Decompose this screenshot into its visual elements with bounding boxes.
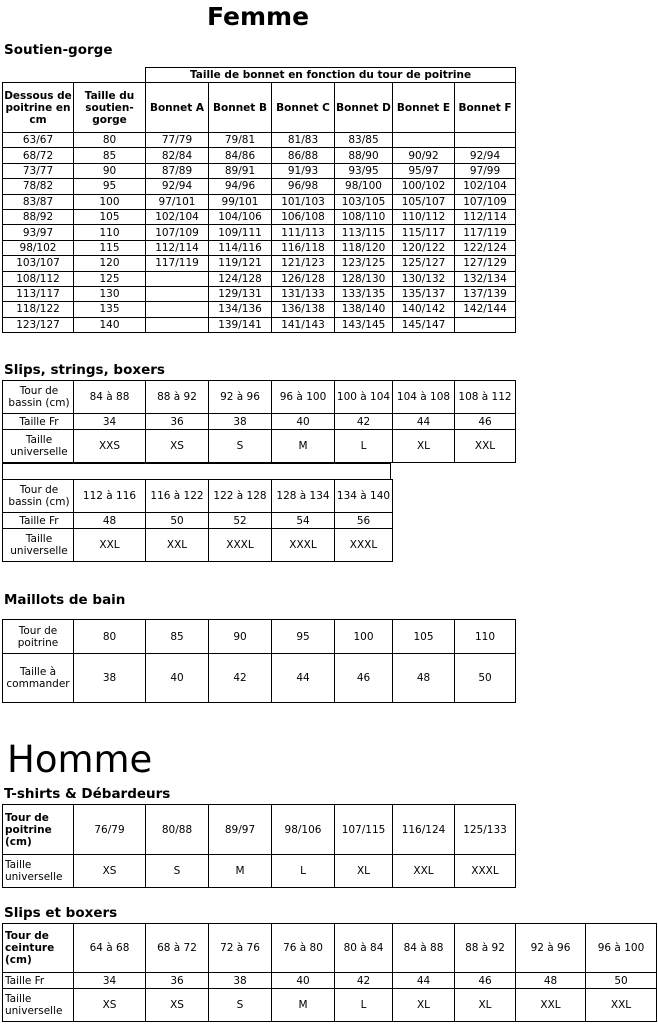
bonnet-header: Bonnet B xyxy=(209,83,272,133)
bonnet-group-header: Taille de bonnet en fonction du tour de poitrine xyxy=(146,68,516,83)
taille-univ-cell: XXXL xyxy=(272,529,335,562)
taille-univ-cell: XXL xyxy=(74,529,146,562)
taille-fr-cell: 50 xyxy=(586,973,657,989)
taille-fr-cell: 36 xyxy=(146,414,209,430)
table-cell: 125/127 xyxy=(393,256,455,271)
poitrine-cell: 116/124 xyxy=(393,805,455,855)
table-cell: 97/99 xyxy=(455,163,516,178)
taille-fr-cell: 40 xyxy=(272,973,335,989)
ceinture-cell: 64 à 68 xyxy=(74,924,146,973)
taille-univ-cell: XXL xyxy=(455,430,516,463)
table-cell: 124/128 xyxy=(209,271,272,286)
table-cell: 110/112 xyxy=(393,209,455,224)
table-row xyxy=(3,256,516,271)
table-cell: 113/117 xyxy=(3,286,74,301)
table-cell: 129/131 xyxy=(209,286,272,301)
taille-univ-cell: S xyxy=(209,430,272,463)
table-row xyxy=(3,179,516,194)
taille-univ-cell: S xyxy=(209,989,272,1022)
bonnet-header: Bonnet C xyxy=(272,83,335,133)
table-cell: 102/104 xyxy=(455,179,516,194)
commander-cell: 46 xyxy=(335,654,393,703)
table-row xyxy=(3,302,516,317)
taille-univ-cell: XS xyxy=(74,855,146,888)
poitrine-cell: 125/133 xyxy=(455,805,516,855)
table-cell: 100 xyxy=(74,194,146,209)
table-row xyxy=(3,133,516,148)
poitrine-cell: 76/79 xyxy=(74,805,146,855)
ceinture-cell: 96 à 100 xyxy=(586,924,657,973)
table-cell: 83/87 xyxy=(3,194,74,209)
ceinture-cell: 88 à 92 xyxy=(455,924,516,973)
table-cell xyxy=(146,302,209,317)
table-cell: 90/92 xyxy=(393,148,455,163)
table-cell: 92/94 xyxy=(146,179,209,194)
label-taille-fr: Taille Fr xyxy=(3,513,74,529)
taille-univ-cell: XXL xyxy=(516,989,586,1022)
taille-univ-cell: L xyxy=(272,855,335,888)
taille-fr-cell: 44 xyxy=(393,973,455,989)
slips-femme-table-2 xyxy=(2,479,393,562)
table-cell: 126/128 xyxy=(272,271,335,286)
taille-fr-cell: 36 xyxy=(146,973,209,989)
taille-univ-cell: XS xyxy=(74,989,146,1022)
ceinture-cell: 84 à 88 xyxy=(393,924,455,973)
poitrine-cell: 98/106 xyxy=(272,805,335,855)
taille-fr-cell: 56 xyxy=(335,513,393,529)
table-cell: 92/94 xyxy=(455,148,516,163)
taille-univ-cell: XL xyxy=(393,430,455,463)
taille-univ-cell: L xyxy=(335,989,393,1022)
poitrine-cell: 80/88 xyxy=(146,805,209,855)
table-cell: 130/132 xyxy=(393,271,455,286)
table-cell: 110 xyxy=(74,225,146,240)
col-dessous-header: Dessous de poitrine en cm xyxy=(3,83,74,133)
maillots-heading: Maillots de bain xyxy=(4,592,126,608)
table-cell: 105 xyxy=(74,209,146,224)
taille-fr-cell: 46 xyxy=(455,973,516,989)
table-cell: 73/77 xyxy=(3,163,74,178)
label-tour-ceinture: Tour de ceinture (cm) xyxy=(3,924,74,973)
bassin-cell: 108 à 112 xyxy=(455,381,516,414)
table-cell: 90 xyxy=(74,163,146,178)
table-cell: 85 xyxy=(74,148,146,163)
table-cell: 102/104 xyxy=(146,209,209,224)
slips-femme-table-1 xyxy=(2,380,516,463)
table-cell: 98/100 xyxy=(335,179,393,194)
table-cell: 86/88 xyxy=(272,148,335,163)
table-cell: 95/97 xyxy=(393,163,455,178)
table-cell: 118/122 xyxy=(3,302,74,317)
taille-univ-cell: M xyxy=(209,855,272,888)
table-cell: 81/83 xyxy=(272,133,335,148)
table-row xyxy=(3,271,516,286)
taille-univ-cell: XL xyxy=(393,989,455,1022)
label-taille-universelle: Taille universelle xyxy=(3,529,74,562)
poitrine-cell: 105 xyxy=(393,620,455,654)
table-cell: 119/121 xyxy=(209,256,272,271)
table-cell: 136/138 xyxy=(272,302,335,317)
label-taille-commander: Taille à commander xyxy=(3,654,74,703)
table-cell: 107/109 xyxy=(146,225,209,240)
taille-univ-cell: XXL xyxy=(393,855,455,888)
taille-fr-cell: 52 xyxy=(209,513,272,529)
table-cell: 105/107 xyxy=(393,194,455,209)
table-cell xyxy=(146,317,209,332)
table-cell: 121/123 xyxy=(272,256,335,271)
table-cell xyxy=(393,133,455,148)
taille-fr-cell: 34 xyxy=(74,414,146,430)
taille-univ-cell: M xyxy=(272,989,335,1022)
table-cell: 109/111 xyxy=(209,225,272,240)
table-cell: 95 xyxy=(74,179,146,194)
poitrine-cell: 107/115 xyxy=(335,805,393,855)
table-cell: 107/109 xyxy=(455,194,516,209)
slips-femme-spacer xyxy=(2,463,391,480)
poitrine-cell: 110 xyxy=(455,620,516,654)
table-cell xyxy=(455,317,516,332)
taille-fr-cell: 54 xyxy=(272,513,335,529)
taille-univ-cell: XXL xyxy=(586,989,657,1022)
bassin-cell: 104 à 108 xyxy=(393,381,455,414)
table-row xyxy=(3,286,516,301)
table-cell: 135/137 xyxy=(393,286,455,301)
table-cell: 104/106 xyxy=(209,209,272,224)
bassin-cell: 122 à 128 xyxy=(209,480,272,513)
taille-fr-cell: 46 xyxy=(455,414,516,430)
label-taille-universelle: Taille universelle xyxy=(3,989,74,1022)
poitrine-cell: 90 xyxy=(209,620,272,654)
col-taille-header: Taille du soutien-gorge xyxy=(74,83,146,133)
taille-univ-cell: XS xyxy=(146,430,209,463)
taille-fr-cell: 48 xyxy=(74,513,146,529)
taille-univ-cell: L xyxy=(335,430,393,463)
table-cell: 108/112 xyxy=(3,271,74,286)
maillots-table xyxy=(2,619,516,703)
taille-univ-cell: M xyxy=(272,430,335,463)
label-taille-fr: Taille Fr xyxy=(3,414,74,430)
taille-fr-cell: 42 xyxy=(335,414,393,430)
label-tour-poitrine-cm: Tour de poitrine (cm) xyxy=(3,805,74,855)
table-cell: 127/129 xyxy=(455,256,516,271)
table-cell: 98/102 xyxy=(3,240,74,255)
table-cell: 133/135 xyxy=(335,286,393,301)
slips-femme-heading: Slips, strings, boxers xyxy=(4,362,165,378)
taille-fr-cell: 40 xyxy=(272,414,335,430)
poitrine-cell: 80 xyxy=(74,620,146,654)
label-tour-bassin: Tour de bassin (cm) xyxy=(3,480,74,513)
table-row xyxy=(3,225,516,240)
taille-univ-cell: XXS xyxy=(74,430,146,463)
table-cell: 68/72 xyxy=(3,148,74,163)
table-cell: 115 xyxy=(74,240,146,255)
table-cell: 94/96 xyxy=(209,179,272,194)
label-taille-universelle: Taille universelle xyxy=(3,430,74,463)
bassin-cell: 92 à 96 xyxy=(209,381,272,414)
corner-blank xyxy=(3,68,146,83)
table-cell xyxy=(146,286,209,301)
table-cell: 78/82 xyxy=(3,179,74,194)
table-cell: 134/136 xyxy=(209,302,272,317)
taille-fr-cell: 38 xyxy=(209,973,272,989)
label-tour-poitrine: Tour de poitrine xyxy=(3,620,74,654)
table-cell: 89/91 xyxy=(209,163,272,178)
ceinture-cell: 72 à 76 xyxy=(209,924,272,973)
table-cell: 108/110 xyxy=(335,209,393,224)
table-cell: 120 xyxy=(74,256,146,271)
table-cell: 100/102 xyxy=(393,179,455,194)
commander-cell: 42 xyxy=(209,654,272,703)
table-row xyxy=(3,148,516,163)
table-cell: 131/133 xyxy=(272,286,335,301)
table-cell: 143/145 xyxy=(335,317,393,332)
ceinture-cell: 80 à 84 xyxy=(335,924,393,973)
taille-univ-cell: XXL xyxy=(146,529,209,562)
table-cell xyxy=(146,271,209,286)
table-cell: 130 xyxy=(74,286,146,301)
table-cell: 91/93 xyxy=(272,163,335,178)
bassin-cell: 88 à 92 xyxy=(146,381,209,414)
taille-fr-cell: 48 xyxy=(516,973,586,989)
ceinture-cell: 68 à 72 xyxy=(146,924,209,973)
table-cell: 106/108 xyxy=(272,209,335,224)
table-cell: 113/115 xyxy=(335,225,393,240)
table-cell: 117/119 xyxy=(455,225,516,240)
bassin-cell: 128 à 134 xyxy=(272,480,335,513)
table-cell: 118/120 xyxy=(335,240,393,255)
soutien-gorge-heading: Soutien-gorge xyxy=(4,42,113,58)
table-cell: 101/103 xyxy=(272,194,335,209)
commander-cell: 38 xyxy=(74,654,146,703)
bassin-cell: 112 à 116 xyxy=(74,480,146,513)
bonnet-header: Bonnet D xyxy=(335,83,393,133)
bassin-cell: 96 à 100 xyxy=(272,381,335,414)
homme-heading: Homme xyxy=(7,738,153,781)
table-cell: 137/139 xyxy=(455,286,516,301)
commander-cell: 44 xyxy=(272,654,335,703)
table-cell: 93/95 xyxy=(335,163,393,178)
taille-univ-cell: XL xyxy=(455,989,516,1022)
bassin-cell: 84 à 88 xyxy=(74,381,146,414)
table-cell: 112/114 xyxy=(146,240,209,255)
commander-cell: 40 xyxy=(146,654,209,703)
table-cell: 116/118 xyxy=(272,240,335,255)
tshirts-table xyxy=(2,804,516,888)
table-cell: 139/141 xyxy=(209,317,272,332)
table-cell: 88/92 xyxy=(3,209,74,224)
spacer-cell xyxy=(3,464,391,480)
table-cell: 97/101 xyxy=(146,194,209,209)
table-cell: 88/90 xyxy=(335,148,393,163)
table-cell: 132/134 xyxy=(455,271,516,286)
ceinture-cell: 92 à 96 xyxy=(516,924,586,973)
femme-heading: Femme xyxy=(206,2,310,31)
table-cell: 122/124 xyxy=(455,240,516,255)
table-cell: 77/79 xyxy=(146,133,209,148)
taille-univ-cell: XXXL xyxy=(209,529,272,562)
table-cell: 141/143 xyxy=(272,317,335,332)
table-row xyxy=(3,163,516,178)
table-cell: 128/130 xyxy=(335,271,393,286)
table-row xyxy=(3,240,516,255)
table-cell: 140 xyxy=(74,317,146,332)
poitrine-cell: 89/97 xyxy=(209,805,272,855)
taille-fr-cell: 38 xyxy=(209,414,272,430)
table-cell: 111/113 xyxy=(272,225,335,240)
bonnet-header: Bonnet E xyxy=(393,83,455,133)
bonnet-header: Bonnet A xyxy=(146,83,209,133)
taille-univ-cell: XL xyxy=(335,855,393,888)
table-cell: 83/85 xyxy=(335,133,393,148)
taille-univ-cell: XS xyxy=(146,989,209,1022)
table-row xyxy=(3,209,516,224)
table-cell: 120/122 xyxy=(393,240,455,255)
ceinture-cell: 76 à 80 xyxy=(272,924,335,973)
table-row xyxy=(3,317,516,332)
taille-fr-cell: 50 xyxy=(146,513,209,529)
tshirts-heading: T-shirts & Débardeurs xyxy=(4,786,171,802)
taille-fr-cell: 42 xyxy=(335,973,393,989)
table-cell: 103/107 xyxy=(3,256,74,271)
slips-homme-table xyxy=(2,923,657,1022)
commander-cell: 48 xyxy=(393,654,455,703)
table-cell: 112/114 xyxy=(455,209,516,224)
bonnet-header: Bonnet F xyxy=(455,83,516,133)
table-cell: 138/140 xyxy=(335,302,393,317)
table-cell: 80 xyxy=(74,133,146,148)
table-cell: 117/119 xyxy=(146,256,209,271)
table-cell: 87/89 xyxy=(146,163,209,178)
table-cell: 140/142 xyxy=(393,302,455,317)
table-row xyxy=(3,194,516,209)
table-cell: 82/84 xyxy=(146,148,209,163)
table-cell: 142/144 xyxy=(455,302,516,317)
poitrine-cell: 95 xyxy=(272,620,335,654)
commander-cell: 50 xyxy=(455,654,516,703)
table-cell: 123/127 xyxy=(3,317,74,332)
table-cell: 135 xyxy=(74,302,146,317)
bassin-cell: 134 à 140 xyxy=(335,480,393,513)
table-cell: 125 xyxy=(74,271,146,286)
taille-fr-cell: 34 xyxy=(74,973,146,989)
poitrine-cell: 100 xyxy=(335,620,393,654)
taille-univ-cell: XXXL xyxy=(335,529,393,562)
label-taille-fr: Taille Fr xyxy=(3,973,74,989)
table-cell: 99/101 xyxy=(209,194,272,209)
table-cell: 115/117 xyxy=(393,225,455,240)
taille-univ-cell: XXXL xyxy=(455,855,516,888)
table-cell: 123/125 xyxy=(335,256,393,271)
table-cell xyxy=(455,133,516,148)
table-cell: 79/81 xyxy=(209,133,272,148)
taille-fr-cell: 44 xyxy=(393,414,455,430)
label-tour-bassin: Tour de bassin (cm) xyxy=(3,381,74,414)
bassin-cell: 100 à 104 xyxy=(335,381,393,414)
poitrine-cell: 85 xyxy=(146,620,209,654)
table-cell: 63/67 xyxy=(3,133,74,148)
label-taille-universelle: Taille universelle xyxy=(3,855,74,888)
table-cell: 103/105 xyxy=(335,194,393,209)
table-cell: 145/147 xyxy=(393,317,455,332)
soutien-gorge-table xyxy=(2,67,516,333)
taille-univ-cell: S xyxy=(146,855,209,888)
bassin-cell: 116 à 122 xyxy=(146,480,209,513)
slips-homme-heading: Slips et boxers xyxy=(4,905,118,921)
table-cell: 93/97 xyxy=(3,225,74,240)
table-cell: 96/98 xyxy=(272,179,335,194)
table-cell: 84/86 xyxy=(209,148,272,163)
table-cell: 114/116 xyxy=(209,240,272,255)
